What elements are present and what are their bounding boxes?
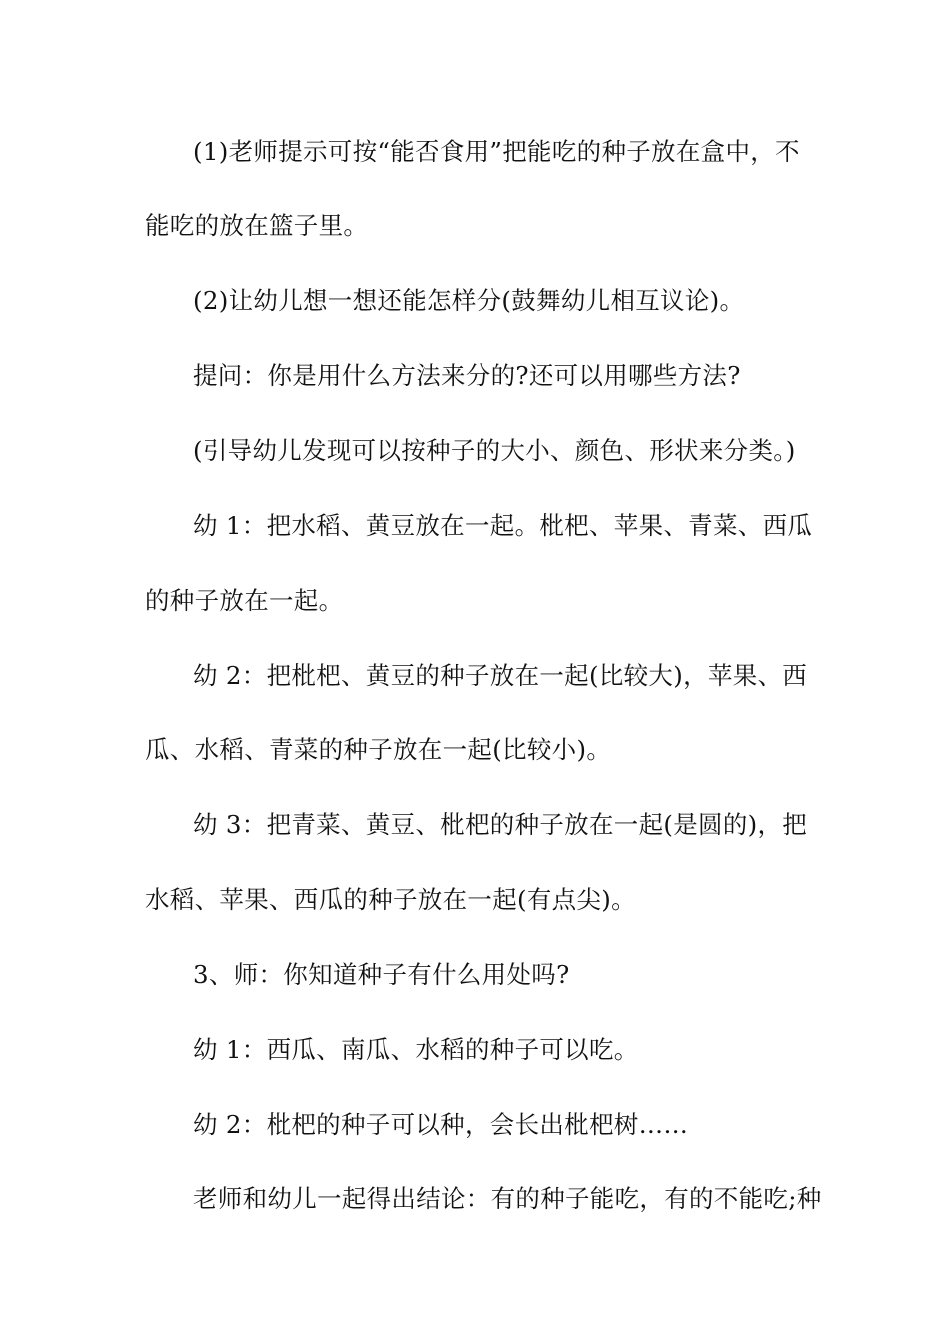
paragraph-line: 老师和幼儿一起得出结论：有的种子能吃，有的不能吃;种 [193, 1184, 822, 1213]
paragraph-line: 瓜、水稻、青菜的种子放在一起(比较小)。 [145, 735, 612, 764]
paragraph-line: 幼 1：西瓜、南瓜、水稻的种子可以吃。 [193, 1035, 639, 1064]
paragraph-line: (1)老师提示可按“能否食用”把能吃的种子放在盒中，不 [193, 137, 800, 166]
paragraph-line: 幼 1：把水稻、黄豆放在一起。枇杷、苹果、青菜、西瓜 [193, 511, 813, 540]
paragraph-line: (2)让幼儿想一想还能怎样分(鼓舞幼儿相互议论)。 [193, 286, 745, 315]
paragraph-line: 3、师：你知道种子有什么用处吗? [193, 960, 570, 989]
paragraph-line: 提问：你是用什么方法来分的?还可以用哪些方法? [193, 361, 741, 390]
paragraph-line: 水稻、苹果、西瓜的种子放在一起(有点尖)。 [145, 885, 636, 914]
paragraph-line: 的种子放在一起。 [145, 586, 344, 615]
paragraph-line: (引导幼儿发现可以按种子的大小、颜色、形状来分类。) [193, 436, 796, 465]
paragraph-line: 幼 2：枇杷的种子可以种，会长出枇杷树…… [193, 1110, 689, 1139]
paragraph-line: 能吃的放在篮子里。 [145, 211, 369, 240]
paragraph-line: 幼 3：把青菜、黄豆、枇杷的种子放在一起(是圆的)，把 [193, 810, 808, 839]
paragraph-line: 幼 2：把枇杷、黄豆的种子放在一起(比较大)，苹果、西 [193, 661, 808, 690]
